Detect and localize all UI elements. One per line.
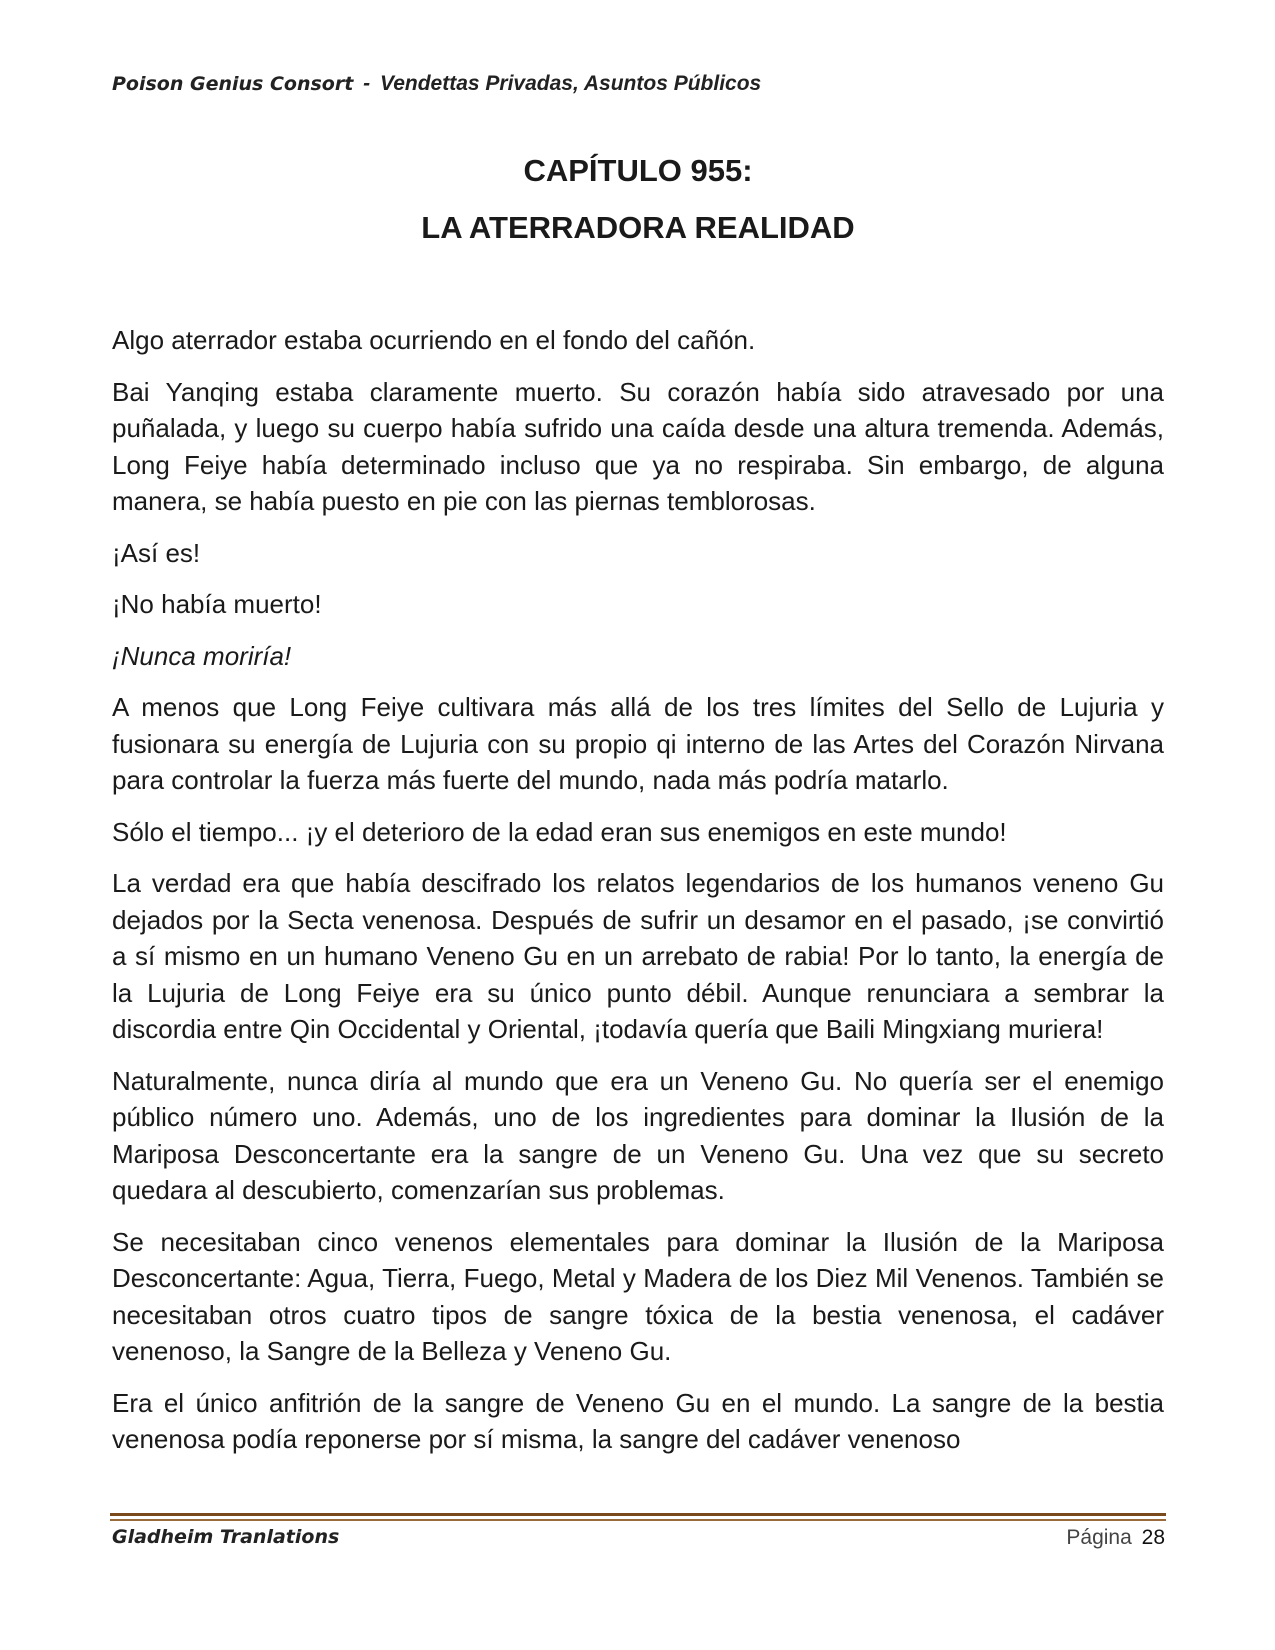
running-header [112, 72, 761, 96]
footer-publisher: Gladheim Tranlations [112, 1526, 340, 1548]
paragraph: A menos que Long Feiye cultivara más allá de los tres límites del Sello de Lujuria y fusionara su energía de Lujuria con su propio qi interno de las Artes del Corazón Nirvana para controlar la fuerza más fuerte del mundo, nada más podría matarlo. [112, 692, 1164, 795]
paragraph: Naturalmente, nunca diría al mundo que era un Veneno Gu. No quería ser el enemigo público número uno. Además, uno de los ingredientes para dominar la Ilusión de la Mariposa Desconcertante era la sangre de un Veneno Gu. Una vez que su secreto quedara al descubierto, comenzarían sus problemas. [112, 1065, 1164, 1205]
series-title: Poison Genius Consort [112, 73, 354, 95]
paragraph: Sólo el tiempo... ¡y el deterioro de la edad eran sus enemigos en este mundo! [112, 816, 1007, 847]
chapter-title: LA ATERRADORA REALIDAD [421, 210, 855, 245]
chapter-number: CAPÍTULO 955: [523, 153, 753, 188]
paragraph: Algo aterrador estaba ocurriendo en el fondo del cañón. [112, 325, 756, 355]
page-number: 28 [1141, 1526, 1165, 1549]
page-label: Página [1066, 1526, 1132, 1549]
paragraph: ¡Así es! [112, 537, 201, 568]
chapter-body [112, 322, 1164, 1473]
paragraph: ¡No había muerto! [112, 589, 322, 619]
book-subtitle: Vendettas Privadas, Asuntos Públicos [380, 72, 762, 95]
paragraph-italic: ¡Nunca moriría! [112, 640, 292, 671]
paragraph: Era el único anfitrión de la sangre de Veneno Gu en el mundo. La sangre de la bestia venenosa podía reponerse por sí misma, la sangre del cadáver venenoso [112, 1387, 1164, 1454]
paragraph: La verdad era que había descifrado los relatos legendarios de los humanos veneno Gu dejados por la Secta venenosa. Después de sufrir un desamor en el pasado, ¡se convirtió a sí mismo en un humano Veneno Gu en un arrebato de rabia! Por lo tanto, la energía de la Lujuria de Long Feiye era su único punto débil. Aunque renunciara a sembrar la discordia entre Qin Occidental y Oriental, ¡todavía quería que Baili Mingxiang muriera! [112, 868, 1164, 1044]
footer-rule-thin [110, 1519, 1166, 1521]
paragraph: Bai Yanqing estaba claramente muerto. Su corazón había sido atravesado por una puñalada, y luego su cuerpo había sufrido una caída desde una altura tremenda. Además, Long Feiye había determinado incluso que ya no respiraba. Sin embargo, de alguna manera, se había puesto en pie con las piernas temblorosas. [112, 376, 1164, 516]
page-number-block [1066, 1526, 1165, 1550]
header-separator: - [363, 72, 371, 95]
paragraph: Se necesitaban cinco venenos elementales para dominar la Ilusión de la Mariposa Desconcertante: Agua, Tierra, Fuego, Metal y Madera de los Diez Mil Venenos. También se necesitaban otros cuatro tipos de sangre tóxica de la bestia venenosa, el cadáver venenoso, la Sangre de la Belleza y Veneno Gu. [112, 1226, 1164, 1366]
footer-rule [110, 1513, 1166, 1516]
